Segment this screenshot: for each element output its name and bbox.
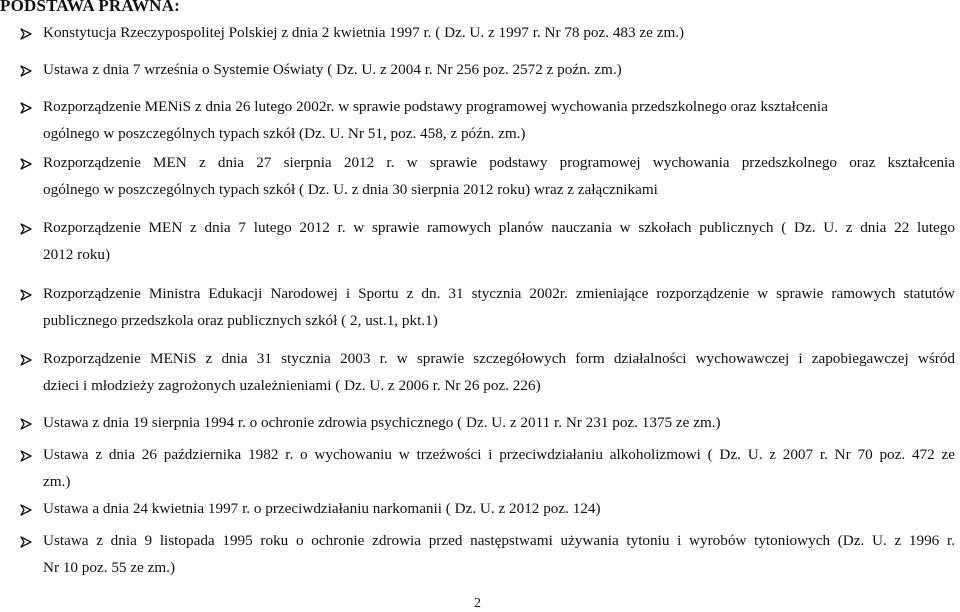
arrow-bullet-icon	[20, 65, 32, 77]
arrow-bullet-icon	[20, 158, 32, 170]
arrow-bullet-icon	[20, 102, 32, 114]
list-item-text: Ustawa a dnia 24 kwietnia 1997 r. o przeciwdziałaniu narkomanii ( Dz. U. z 2012 poz. 124)	[43, 500, 601, 517]
list-item-text: Nr 10 poz. 55 ze zm.)	[43, 559, 176, 576]
list-item-text: Rozporządzenie MENiS z dnia 31 stycznia 2003 r. w sprawie szczegółowych form działalności wychowawczej i zapobiegawczej wśród	[43, 350, 955, 367]
arrow-bullet-icon	[20, 223, 32, 235]
arrow-bullet-icon	[20, 28, 32, 40]
page-number: 2	[474, 596, 481, 611]
list-item-text: Ustawa z dnia 26 października 1982 r. o wychowaniu w trzeźwości i przeciwdziałaniu alkoholizmowi ( Dz. U. z 2007 r. Nr 70 poz. 472 ze	[43, 446, 955, 463]
list-item-text: Ustawa z dnia 9 listopada 1995 roku o ochronie zdrowia przed następstwami używania tytoniu i wyrobów tytoniowych (Dz. U. z 1996 r.	[43, 532, 955, 549]
list-item-text: zm.)	[43, 473, 71, 490]
list-item-text: 2012 roku)	[43, 246, 111, 263]
list-item-text: Rozporządzenie MEN z dnia 27 sierpnia 2012 r. w sprawie podstawy programowej wychowania przedszkolnego oraz kształcenia	[43, 154, 955, 171]
list-item-text: publicznego przedszkola oraz publicznych szkół ( 2, ust.1, pkt.1)	[43, 312, 438, 329]
list-item-text: ogólnego w poszczególnych typach szkół (Dz. U. Nr 51, poz. 458, z późn. zm.)	[43, 125, 526, 142]
arrow-bullet-icon	[20, 450, 32, 462]
list-item-text: Ustawa z dnia 19 sierpnia 1994 r. o ochronie zdrowia psychicznego ( Dz. U. z 2011 r. Nr 231 poz. 1375 ze zm.)	[43, 414, 721, 431]
arrow-bullet-icon	[20, 504, 32, 516]
list-item-text: Ustawa z dnia 7 września o Systemie Oświaty ( Dz. U. z 2004 r. Nr 256 poz. 2572 z poźn. zm.)	[43, 61, 622, 78]
arrow-bullet-icon	[20, 354, 32, 366]
arrow-bullet-icon	[20, 289, 32, 301]
list-item-text: ogólnego w poszczególnych typach szkół ( Dz. U. z dnia 30 sierpnia 2012 roku) wraz z załącznikami	[43, 181, 658, 198]
list-item-text: Rozporządzenie MEN z dnia 7 lutego 2012 r. w sprawie ramowych planów nauczania w szkołach publicznych ( Dz. U. z dnia 22 lutego	[43, 219, 955, 236]
list-item-text: Rozporządzenie Ministra Edukacji Narodowej i Sportu z dn. 31 stycznia 2002r. zmieniające rozporządzenie w sprawie ramowych statutów	[43, 285, 955, 302]
arrow-bullet-icon	[20, 418, 32, 430]
arrow-bullet-icon	[20, 536, 32, 548]
list-item-text: Konstytucja Rzeczypospolitej Polskiej z dnia 2 kwietnia 1997 r. ( Dz. U. z 1997 r. Nr 78 poz. 483 ze zm.)	[43, 24, 685, 41]
section-heading: PODSTAWA PRAWNA:	[0, 0, 180, 15]
list-item-text: dzieci i młodzieży zagrożonych uzależnieniami ( Dz. U. z 2006 r. Nr 26 poz. 226)	[43, 377, 541, 394]
list-item-text: Rozporządzenie MENiS z dnia 26 lutego 2002r. w sprawie podstawy programowej wychowania przedszkolnego oraz kształcenia	[43, 98, 828, 115]
